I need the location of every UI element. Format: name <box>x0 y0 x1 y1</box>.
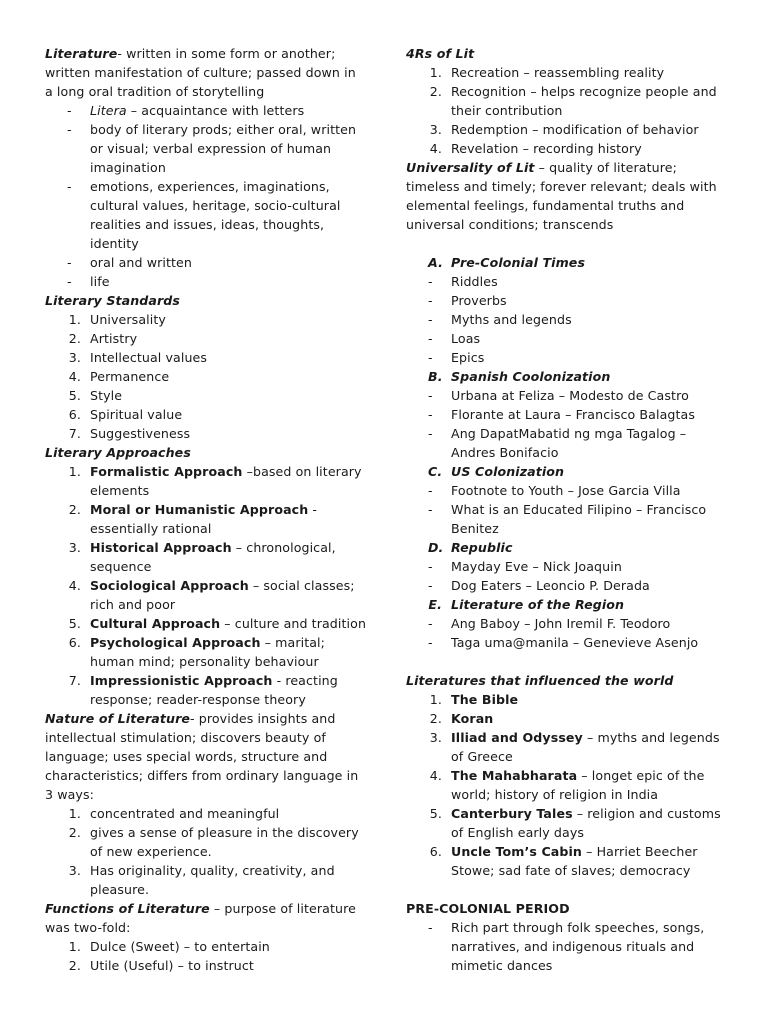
period-heading-e: E. Literature of the Region <box>428 597 625 612</box>
pre-colonial-period-heading: PRE-COLONIAL PERIOD <box>406 901 570 916</box>
list-item: 2. Recognition – helps recognize people and their contribution <box>429 84 717 118</box>
list-item: 1. Dulce (Sweet) – to entertain <box>68 939 270 954</box>
list-item: - Litera – acquaintance with letters <box>67 103 305 118</box>
period-heading-a: A. Pre-Colonial Times <box>428 255 586 270</box>
list-item: - Footnote to Youth – Jose Garcia Villa <box>428 483 681 498</box>
list-item: 5. Style <box>68 388 123 403</box>
nature-of-literature <box>45 709 367 804</box>
list-item: - Dog Eaters – Leoncio P. Derada <box>428 578 650 593</box>
list-item: 2. Utile (Useful) – to instruct <box>68 958 254 973</box>
functions-def: – purpose of literature was two-fold: <box>45 901 356 935</box>
list-item: - Ang DapatMabatid ng mga Tagalog – Andres Bonifacio <box>428 426 687 460</box>
universality-def: – quality of literature; timeless and timely; forever relevant; deals with elemental feelings, fundamental truths and universal conditions; transcends <box>406 160 717 232</box>
list-item: 3. Historical Approach – chronological, sequence <box>68 540 336 574</box>
list-item: 1. Universality <box>68 312 166 327</box>
list-item: 1. Formalistic Approach –based on literary elements <box>68 464 362 498</box>
list-item: - Ang Baboy – John Iremil F. Teodoro <box>428 616 671 631</box>
left-column <box>45 44 367 975</box>
influenced-heading: Literatures that influenced the world <box>406 673 674 688</box>
list-item: - Proverbs <box>428 293 507 308</box>
list-item: 4. Sociological Approach – social classes; rich and poor <box>68 578 355 612</box>
universality-term: Universality of Lit <box>406 160 535 175</box>
nature-def: - provides insights and intellectual stimulation; discovers beauty of language; uses special words, structure and characteristics; differs from ordinary language in 3 ways: <box>45 711 359 802</box>
literature-term: Literature <box>45 46 118 61</box>
period-heading-c: C. US Colonization <box>428 464 565 479</box>
list-item: 6. Psychological Approach – marital; human mind; personality behaviour <box>68 635 325 669</box>
list-item: 3. Illiad and Odyssey – myths and legends of Greece <box>429 730 720 764</box>
functions-term: Functions of Literature <box>45 901 210 916</box>
list-item: - oral and written <box>67 255 192 270</box>
list-item: 5. Cultural Approach – culture and tradition <box>68 616 367 631</box>
list-item: 4. The Mahabharata – longet epic of the world; history of religion in India <box>429 768 705 802</box>
literary-standards-heading: Literary Standards <box>45 293 181 308</box>
list-item: 6. Spiritual value <box>68 407 183 422</box>
literary-approaches-heading: Literary Approaches <box>45 445 191 460</box>
list-item: - Florante at Laura – Francisco Balagtas <box>428 407 695 422</box>
list-item: - Riddles <box>428 274 498 289</box>
literature-definition <box>45 44 367 101</box>
right-column <box>406 44 728 975</box>
literature-def: - written in some form or another; written manifestation of culture; passed down in a long oral tradition of storytelling <box>45 46 356 99</box>
period-heading-d: D. Republic <box>428 540 513 555</box>
functions-of-literature <box>45 899 367 937</box>
list-item: - Rich part through folk speeches, songs, narratives, and indigenous rituals and mimetic dances <box>428 920 705 973</box>
list-item: 2. Koran <box>429 711 494 726</box>
list-item: 4. Permanence <box>68 369 170 384</box>
list-item: 7. Impressionistic Approach - reacting response; reader-response theory <box>68 673 338 707</box>
list-item: 3. Redemption – modification of behavior <box>429 122 699 137</box>
list-item: - life <box>67 274 110 289</box>
list-item: 4. Revelation – recording history <box>429 141 642 156</box>
list-item: 7. Suggestiveness <box>68 426 191 441</box>
list-item: 2. gives a sense of pleasure in the discovery of new experience. <box>68 825 359 859</box>
list-item: - Mayday Eve – Nick Joaquin <box>428 559 622 574</box>
list-item: - Loas <box>428 331 481 346</box>
list-item: - Taga uma@manila – Genevieve Asenjo <box>428 635 699 650</box>
list-item: 3. Has originality, quality, creativity, and pleasure. <box>68 863 335 897</box>
list-item: - Epics <box>428 350 485 365</box>
list-item: 1. Recreation – reassembling reality <box>429 65 665 80</box>
list-item: - Myths and legends <box>428 312 572 327</box>
list-item: - emotions, experiences, imaginations, cultural values, heritage, socio-cultural realities and issues, ideas, thoughts, identity <box>67 179 341 251</box>
list-item: 1. concentrated and meaningful <box>68 806 280 821</box>
four-rs-heading: 4Rs of Lit <box>406 46 475 61</box>
list-item: - Urbana at Feliza – Modesto de Castro <box>428 388 689 403</box>
list-item: - What is an Educated Filipino – Francisco Benitez <box>428 502 707 536</box>
list-item: 1. The Bible <box>429 692 519 707</box>
nature-term: Nature of Literature <box>45 711 191 726</box>
list-item: 2. Moral or Humanistic Approach - essentially rational <box>68 502 318 536</box>
universality-of-lit <box>406 158 728 234</box>
period-heading-b: B. Spanish Coolonization <box>428 369 611 384</box>
list-item: 6. Uncle Tom’s Cabin – Harriet Beecher Stowe; sad fate of slaves; democracy <box>429 844 698 878</box>
list-item: 3. Intellectual values <box>68 350 208 365</box>
list-item: - body of literary prods; either oral, written or visual; verbal expression of human imagination <box>67 122 357 175</box>
list-item: 5. Canterbury Tales – religion and customs of English early days <box>429 806 721 840</box>
list-item: 2. Artistry <box>68 331 138 346</box>
